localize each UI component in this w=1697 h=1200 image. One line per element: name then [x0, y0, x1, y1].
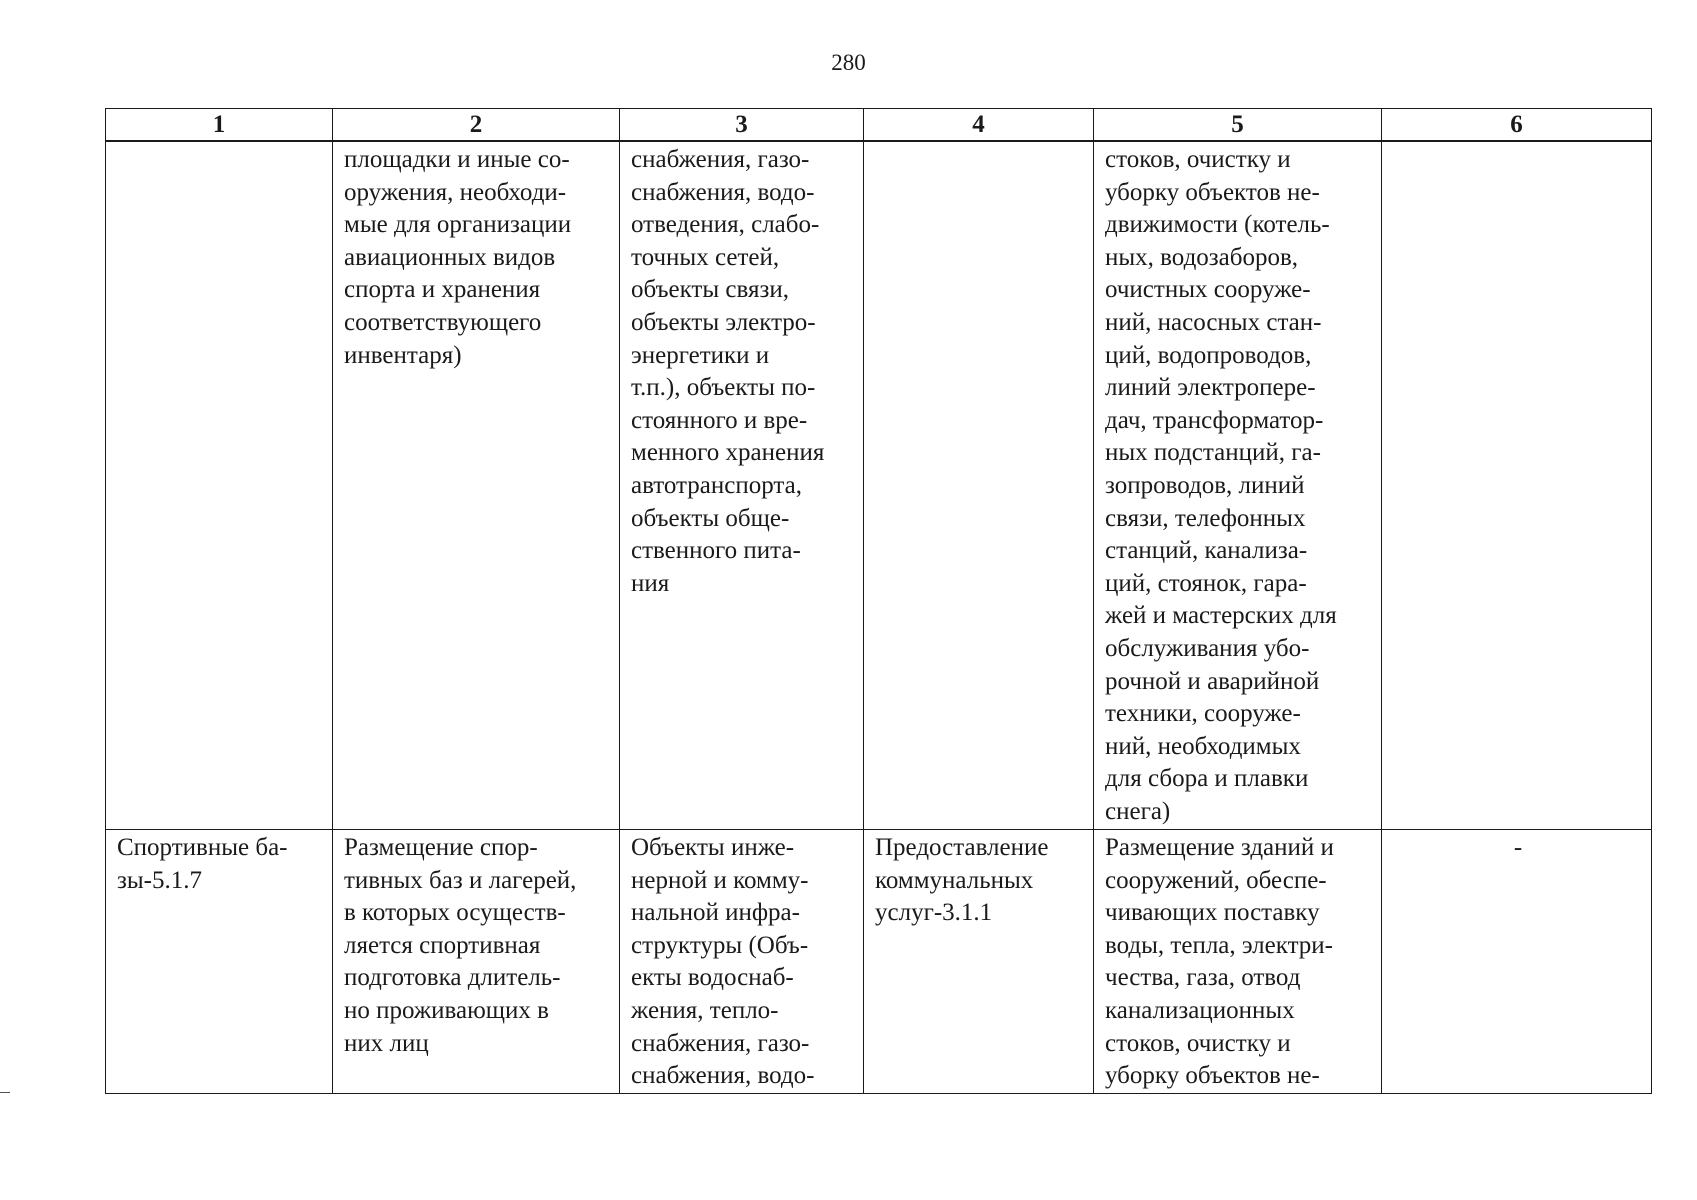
table-cell	[1382, 141, 1652, 830]
table-row	[106, 830, 1652, 1094]
table-header-row	[106, 109, 1652, 142]
table-cell: Размещение зданий и сооружений, обеспе- чивающих поставку воды, тепла, электри- чества, газа, отвод канализационных стоков, очистку и уборку объектов не-	[1094, 830, 1382, 1094]
table-cell: Размещение спор- тивных баз и лагерей, в которых осуществ- ляется спортивная подготовка длитель- но проживающих в них лиц	[333, 830, 620, 1094]
header-col-1: 1	[106, 109, 333, 142]
table-cell: снабжения, газо- снабжения, водо- отведения, слабо- точных сетей, объекты связи, объекты электро- энергетики и т.п.), объекты по- стоянного и вре- менного хранения автотранспорта, объекты обще- ственного пита- ния	[620, 141, 864, 830]
header-col-5: 5	[1094, 109, 1382, 142]
header-col-2: 2	[333, 109, 620, 142]
table-cell: -	[1382, 830, 1652, 1094]
header-col-3: 3	[620, 109, 864, 142]
table-cell	[864, 141, 1094, 830]
regulations-table	[105, 108, 1652, 1094]
table-cell: стоков, очистку и уборку объектов не- движимости (котель- ных, водозаборов, очистных сооруже- ний, насосных стан- ций, водопроводов, линий электропере- дач, трансформатор- ных подстанций, га- зопроводов, линий связи, телефонных станций, канализа- ций, стоянок, гара- жей и мастерских для обслуживания убо- рочной и аварийной техники, сооруже- ний, необходимых для сбора и плавки снега)	[1094, 141, 1382, 830]
table-cell	[106, 141, 333, 830]
table-cell: Объекты инже- нерной и комму- нальной инфра- структуры (Объ- екты водоснаб- жения, тепло- снабжения, газо- снабжения, водо-	[620, 830, 864, 1094]
table-cell: Спортивные ба- зы-5.1.7	[106, 830, 333, 1094]
margin-mark	[0, 1092, 10, 1093]
page-number: 280	[831, 50, 866, 75]
header-col-4: 4	[864, 109, 1094, 142]
table-cell: Предоставление коммунальных услуг-3.1.1	[864, 830, 1094, 1094]
table-row	[106, 141, 1652, 830]
table-cell: площадки и иные со- оружения, необходи- мые для организации авиационных видов спорта и хранения соответствующего инвентаря)	[333, 141, 620, 830]
header-col-6: 6	[1382, 109, 1652, 142]
